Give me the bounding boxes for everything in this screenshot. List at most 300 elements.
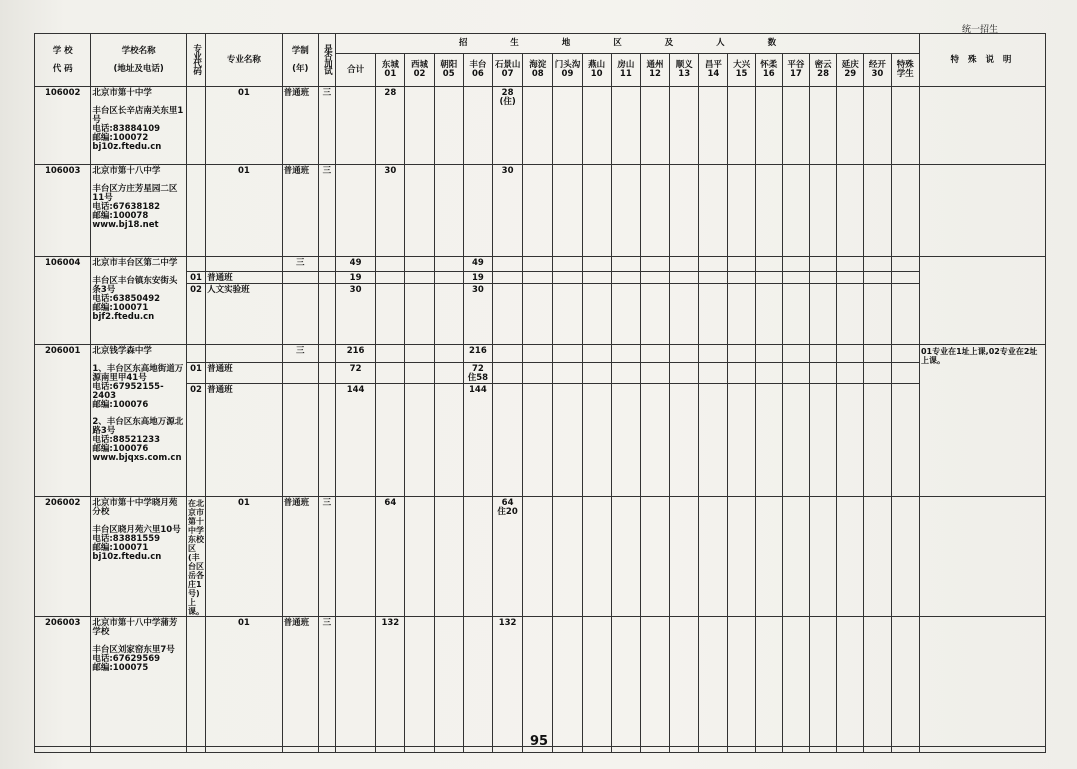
- school-code-cell: 106004: [35, 257, 91, 345]
- blank-cell: [640, 747, 669, 753]
- major-code-cell: 02: [187, 284, 206, 345]
- major-name-cell: 普通班: [206, 384, 283, 497]
- header-duration-line1: 学制: [291, 45, 309, 56]
- blank-cell: [206, 747, 283, 753]
- district-name: 经开: [868, 60, 886, 70]
- district-count-cell: [699, 497, 728, 617]
- district-count-cell: [810, 284, 837, 345]
- total-cell: 30: [335, 284, 375, 345]
- district-count-cell: [582, 257, 611, 272]
- district-count-cell: [864, 617, 891, 747]
- duration-cell: [282, 272, 318, 284]
- district-count-cell: [434, 497, 463, 617]
- district-count-cell: [810, 497, 837, 617]
- blank-cell: [864, 747, 891, 753]
- header-district: [755, 54, 782, 87]
- district-count-cell: [891, 345, 919, 363]
- district-count-cell: [919, 87, 1045, 165]
- major-name-cell: 人文实验班: [206, 284, 283, 345]
- major-name-cell: 普通班: [282, 497, 318, 617]
- school-phone: 电话:83884109: [92, 124, 161, 134]
- fengtai-cell: [492, 87, 522, 165]
- fengtai-count: 49: [471, 258, 484, 268]
- header-district: [864, 54, 891, 87]
- district-count-cell: [837, 345, 864, 363]
- blank-cell: [670, 747, 699, 753]
- district-count-cell: [837, 384, 864, 497]
- exam-cell: [318, 363, 335, 384]
- district-count-cell: [640, 363, 669, 384]
- district-count-cell: [553, 257, 582, 272]
- district-count-cell: [670, 363, 699, 384]
- district-count-cell: [492, 384, 522, 497]
- district-name: 丰台: [469, 60, 487, 70]
- header-district: [640, 54, 669, 87]
- header-district: [670, 54, 699, 87]
- district-count-cell: [755, 257, 782, 272]
- school-phone: 电话:63850492: [92, 294, 161, 304]
- header-district: [699, 54, 728, 87]
- district-count-cell: [553, 497, 582, 617]
- major-name-cell: 普通班: [282, 87, 318, 165]
- table-row: [35, 345, 1046, 363]
- district-count-cell: [640, 87, 669, 165]
- table-row: [35, 272, 1046, 284]
- district-count-cell: [670, 257, 699, 272]
- fengtai-cell: [492, 165, 522, 257]
- district-count-cell: [582, 497, 611, 617]
- district-code: 05: [442, 69, 455, 79]
- district-code: 01: [384, 69, 397, 79]
- school-code-cell: 206003: [35, 617, 91, 747]
- blank-cell: [463, 747, 492, 753]
- major-code-cell: 01: [187, 363, 206, 384]
- fengtai-boarding-note: 住20: [497, 507, 518, 517]
- special-note-cell: [187, 87, 206, 165]
- header-special-note: 特 殊 说 明: [919, 34, 1045, 87]
- district-name: 朝阳: [440, 60, 458, 70]
- header-major-name: 专业名称: [206, 34, 283, 87]
- district-count-cell: [523, 617, 553, 747]
- district-count-cell: [582, 165, 611, 257]
- district-count-cell: [782, 384, 809, 497]
- district-count-cell: [755, 272, 782, 284]
- school-phone: 电话:67629569: [92, 654, 161, 664]
- district-count-cell: [582, 345, 611, 363]
- table-row: [35, 384, 1046, 497]
- district-name: 延庆: [841, 60, 859, 70]
- total-cell: 144: [335, 384, 375, 497]
- school-address: 丰台区刘家窑东里7号: [92, 645, 175, 655]
- fengtai-cell: [463, 257, 492, 272]
- exam-cell: [335, 617, 375, 747]
- district-count-cell: [891, 87, 919, 165]
- header-district: [782, 54, 809, 87]
- school-postcode: 邮编:100071: [92, 543, 149, 553]
- major-name-cell: 普通班: [282, 617, 318, 747]
- district-count-cell: [492, 272, 522, 284]
- district-count-cell: [755, 363, 782, 384]
- district-name: 海淀: [529, 60, 547, 70]
- district-count-cell: [864, 165, 891, 257]
- district-count-cell: [434, 384, 463, 497]
- district-count-cell: [699, 284, 728, 345]
- district-count-cell: [611, 617, 640, 747]
- district-code: 07: [501, 69, 514, 79]
- school-postcode: 邮编:100075: [92, 663, 149, 673]
- district-count-cell: [810, 272, 837, 284]
- fengtai-count: 72: [471, 364, 484, 374]
- district-count-cell: [582, 384, 611, 497]
- fengtai-boarding-note: (住): [499, 97, 516, 107]
- blank-cell: [492, 747, 522, 753]
- blank-cell: [755, 747, 782, 753]
- school-postcode: 邮编:100076: [92, 400, 149, 410]
- blank-cell: [582, 747, 611, 753]
- district-count-cell: [755, 345, 782, 363]
- district-count-cell: [810, 165, 837, 257]
- district-count-cell: [699, 617, 728, 747]
- district-count-cell: [611, 257, 640, 272]
- table-row: [35, 363, 1046, 384]
- district-code: 12: [649, 69, 661, 79]
- district-count-cell: [434, 257, 463, 272]
- school-name: 北京市第十中学: [92, 88, 152, 98]
- fengtai-count: 30: [471, 285, 484, 295]
- header-school-name: [91, 34, 187, 87]
- school-phone: 电话:83881559: [92, 534, 161, 544]
- district-count-cell: [782, 257, 809, 272]
- fengtai-count: 132: [498, 618, 517, 628]
- major-code-cell: 01: [206, 165, 283, 257]
- special-note-cell: 01专业在1址上课,02专业在2址上课。: [919, 345, 1045, 497]
- school-info-cell: [91, 617, 187, 747]
- district-count-cell: [670, 345, 699, 363]
- district-code: 30: [871, 69, 884, 79]
- exam-cell: [335, 497, 375, 617]
- header-school-code-line2: 代 码: [52, 63, 73, 74]
- district-count-cell: [810, 257, 837, 272]
- school-code-cell: 206002: [35, 497, 91, 617]
- header-school-code: [35, 34, 91, 87]
- district-count-cell: [553, 345, 582, 363]
- district-count-cell: [582, 272, 611, 284]
- district-count-cell: [405, 272, 434, 284]
- blank-cell: [553, 747, 582, 753]
- fengtai-cell: [463, 345, 492, 363]
- exam-cell: [335, 165, 375, 257]
- district-count-cell: [434, 363, 463, 384]
- exam-cell: [318, 345, 335, 363]
- duration-cell: 三: [318, 165, 335, 257]
- district-count-cell: [492, 284, 522, 345]
- blank-cell: [434, 747, 463, 753]
- district-count-cell: [810, 363, 837, 384]
- district-count-cell: [864, 363, 891, 384]
- total-cell: 216: [335, 345, 375, 363]
- district-count-cell: [434, 345, 463, 363]
- district-count-cell: [864, 384, 891, 497]
- exam-cell: [318, 384, 335, 497]
- district-count-cell: [611, 272, 640, 284]
- school-website: bj10z.ftedu.cn: [92, 552, 162, 562]
- district-count-cell: [670, 284, 699, 345]
- district-count-cell: [891, 284, 919, 345]
- district-count-cell: [434, 284, 463, 345]
- header-major-code: [187, 34, 206, 87]
- total-cell: 64: [376, 497, 405, 617]
- district-count-cell: [640, 345, 669, 363]
- blank-cell: [91, 747, 187, 753]
- district-code: 02: [413, 69, 426, 79]
- table-row: [35, 257, 1046, 272]
- major-name-cell: 普通班: [206, 363, 283, 384]
- school-info-cell: [91, 165, 187, 257]
- district-count-cell: [782, 272, 809, 284]
- district-count-cell: [728, 87, 755, 165]
- district-count-cell: [640, 165, 669, 257]
- major-code-cell: 01: [206, 87, 283, 165]
- district-code: 28: [817, 69, 829, 79]
- header-district: [405, 54, 434, 87]
- school-info-cell: [91, 497, 187, 617]
- district-count-cell: [523, 497, 553, 617]
- district-count-cell: [891, 272, 919, 284]
- district-count-cell: [405, 284, 434, 345]
- blank-cell: [318, 747, 335, 753]
- page-number: 95: [530, 734, 549, 749]
- header-total: 合计: [335, 54, 375, 87]
- district-count-cell: [611, 384, 640, 497]
- district-count-cell: [553, 284, 582, 345]
- district-count-cell: [640, 257, 669, 272]
- table-row: [35, 165, 1046, 257]
- district-count-cell: [405, 497, 434, 617]
- total-cell: 72: [335, 363, 375, 384]
- district-count-cell: [463, 87, 492, 165]
- district-count-cell: [523, 284, 553, 345]
- school-name: 北京市第十八中学蒲芳学校: [92, 618, 178, 637]
- district-count-cell: [405, 165, 434, 257]
- table-row: [35, 617, 1046, 747]
- district-count-cell: [837, 284, 864, 345]
- district-count-cell: [891, 165, 919, 257]
- district-count-cell: [640, 272, 669, 284]
- district-count-cell: [728, 384, 755, 497]
- district-count-cell: [755, 165, 782, 257]
- exam-cell: [318, 272, 335, 284]
- district-count-cell: [611, 87, 640, 165]
- district-count-cell: [376, 345, 405, 363]
- district-code: 14: [707, 69, 720, 79]
- school-postcode2: 邮编:100076: [92, 444, 149, 454]
- school-info-cell: [91, 257, 187, 345]
- district-count-cell: [810, 617, 837, 747]
- district-count-cell: [782, 165, 809, 257]
- district-count-cell: [782, 87, 809, 165]
- corner-label: 统一招生: [962, 25, 999, 35]
- district-count-cell: [611, 284, 640, 345]
- fengtai-cell: [463, 384, 492, 497]
- major-code-cell: 02: [187, 384, 206, 497]
- district-count-cell: [463, 497, 492, 617]
- duration-cell: 三: [318, 617, 335, 747]
- district-count-cell: [670, 617, 699, 747]
- district-count-cell: [611, 345, 640, 363]
- exam-cell: [335, 87, 375, 165]
- district-name: 密云: [814, 60, 832, 70]
- district-count-cell: [755, 384, 782, 497]
- district-name: 通州: [646, 60, 664, 70]
- district-count-cell: [553, 272, 582, 284]
- district-count-cell: [405, 384, 434, 497]
- duration-cell: 三: [318, 87, 335, 165]
- district-name: 大兴: [733, 60, 751, 70]
- blank-cell: [919, 747, 1045, 753]
- district-count-cell: [553, 384, 582, 497]
- header-major-code-text: 专业代码: [191, 43, 202, 74]
- district-name: 石景山: [494, 60, 521, 70]
- fengtai-cell: [463, 272, 492, 284]
- school-address-block: [92, 526, 185, 553]
- district-count-cell: [810, 384, 837, 497]
- header-school-name-line2: (地址及电话): [113, 63, 164, 74]
- duration-cell: [282, 363, 318, 384]
- district-count-cell: [640, 284, 669, 345]
- blank-cell: [35, 747, 91, 753]
- district-count-cell: [837, 257, 864, 272]
- district-count-cell: [919, 165, 1045, 257]
- school-address: 丰台区长辛店南关东里1号: [92, 106, 184, 125]
- district-count-cell: [670, 497, 699, 617]
- blank-cell: [699, 747, 728, 753]
- district-count-cell: [582, 363, 611, 384]
- district-count-cell: [523, 363, 553, 384]
- district-code: 06: [471, 69, 484, 79]
- school-code-cell: 206001: [35, 345, 91, 497]
- district-code: 10: [590, 69, 603, 79]
- fengtai-cell: [463, 363, 492, 384]
- major-name-cell: 普通班: [206, 272, 283, 284]
- district-count-cell: [523, 165, 553, 257]
- header-school-name-line1: 学校名称: [121, 45, 156, 56]
- district-count-cell: [434, 617, 463, 747]
- district-code: 09: [561, 69, 574, 79]
- major-code-cell: 01: [206, 617, 283, 747]
- district-count-cell: [864, 272, 891, 284]
- blank-cell: [782, 747, 809, 753]
- district-count-cell: [523, 384, 553, 497]
- school-website: www.bjqxs.com.cn: [92, 453, 182, 463]
- district-count-cell: [670, 384, 699, 497]
- district-count-cell: [405, 87, 434, 165]
- fengtai-count: 216: [469, 346, 487, 356]
- district-count-cell: [376, 384, 405, 497]
- district-count-cell: [405, 617, 434, 747]
- major-code-cell: [187, 345, 206, 363]
- school-address: 丰台区方庄芳星园二区11号: [92, 184, 178, 203]
- district-count-cell: [640, 384, 669, 497]
- header-district: [837, 54, 864, 87]
- district-count-cell: [611, 497, 640, 617]
- district-count-cell: [810, 87, 837, 165]
- district-count-cell: [891, 257, 919, 272]
- district-count-cell: [523, 257, 553, 272]
- district-count-cell: [523, 272, 553, 284]
- school-address2: 2、丰台区东高地万源北路3号: [92, 417, 184, 436]
- district-count-cell: [755, 617, 782, 747]
- district-code: 08: [531, 69, 544, 79]
- header-district: [891, 54, 919, 87]
- major-code-cell: 01: [187, 272, 206, 284]
- school-website: bjf2.ftedu.cn: [92, 312, 155, 322]
- total-cell: 28: [376, 87, 405, 165]
- district-count-cell: [728, 284, 755, 345]
- table-row: [35, 87, 1046, 165]
- header-school-code-line1: 学 校: [52, 45, 73, 56]
- district-count-cell: [891, 617, 919, 747]
- header-district: [492, 54, 522, 87]
- special-note-cell: 在北京市第十中学东校区(丰台区岳各庄1号)上课。: [187, 497, 206, 617]
- district-code: 16: [762, 69, 775, 79]
- district-count-cell: [640, 497, 669, 617]
- district-name: 特殊: [896, 60, 914, 70]
- district-code: 15: [735, 69, 748, 79]
- district-count-cell: [728, 257, 755, 272]
- header-district: [611, 54, 640, 87]
- district-count-cell: [492, 257, 522, 272]
- district-count-cell: [699, 384, 728, 497]
- special-note-cell: [187, 617, 206, 747]
- special-note-cell: [919, 257, 1045, 345]
- header-district: [376, 54, 405, 87]
- district-count-cell: [699, 87, 728, 165]
- district-name: 顺义: [675, 60, 693, 70]
- district-count-cell: [376, 272, 405, 284]
- district-name: 燕山: [588, 60, 606, 70]
- district-count-cell: [837, 617, 864, 747]
- district-count-cell: [582, 87, 611, 165]
- district-count-cell: [405, 363, 434, 384]
- district-name: 房山: [617, 60, 635, 70]
- enrollment-table: [34, 33, 1046, 753]
- district-count-cell: [699, 165, 728, 257]
- fengtai-cell: [492, 617, 522, 747]
- major-name-cell: 普通班: [282, 165, 318, 257]
- school-name: 北京市第十中学晓月苑分校: [92, 498, 178, 517]
- school-address: 丰台区晓月苑六里10号: [92, 525, 181, 535]
- district-count-cell: [864, 257, 891, 272]
- school-address: 1、丰台区东高地街道万源南里甲41号: [92, 364, 184, 383]
- district-count-cell: [434, 165, 463, 257]
- fengtai-count: 19: [471, 273, 484, 283]
- exam-cell: [318, 257, 335, 272]
- school-website: bj10z.ftedu.cn: [92, 142, 162, 152]
- major-code-cell: [187, 257, 206, 272]
- header-district: [553, 54, 582, 87]
- district-count-cell: [837, 272, 864, 284]
- major-name-cell: [206, 345, 283, 363]
- school-postcode: 邮编:100078: [92, 211, 149, 221]
- district-count-cell: [376, 257, 405, 272]
- blank-cell: [335, 747, 375, 753]
- district-count-cell: [611, 165, 640, 257]
- district-count-cell: [405, 257, 434, 272]
- school-address-block: [92, 277, 185, 313]
- blank-cell: [187, 747, 206, 753]
- duration-cell: [282, 284, 318, 345]
- district-count-cell: [891, 384, 919, 497]
